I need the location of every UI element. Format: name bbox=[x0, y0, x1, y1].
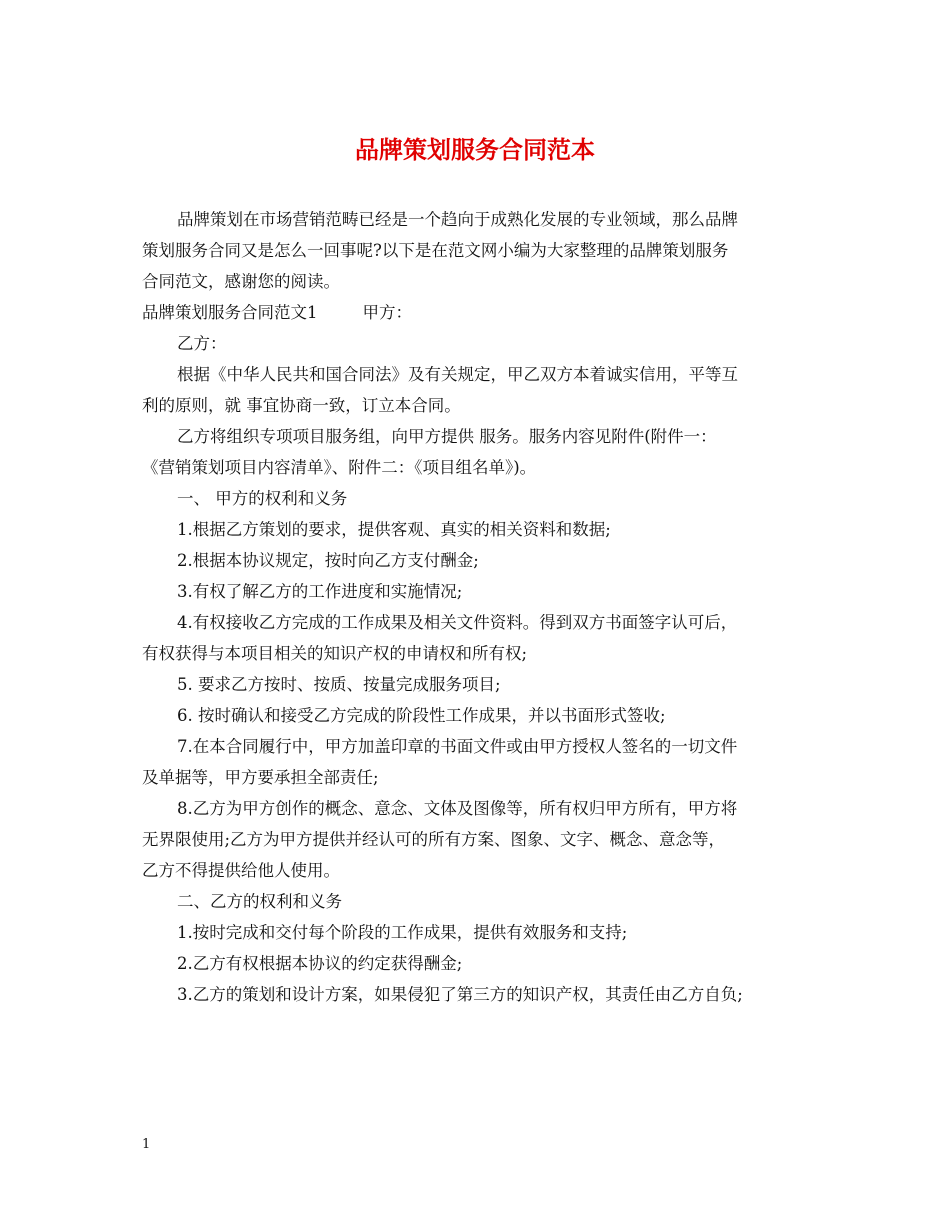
clause-line: 有权获得与本项目相关的知识产权的申请权和所有权; bbox=[142, 644, 528, 663]
party-b-label: 乙方： bbox=[177, 334, 227, 353]
clause-line: 6. 按时确认和接受乙方完成的阶段性工作成果，并以书面形式签收; bbox=[177, 706, 666, 725]
clause-line: 1.根据乙方策划的要求，提供客观、真实的相关资料和数据; bbox=[177, 520, 611, 539]
party-a-label: 甲方： bbox=[362, 303, 412, 322]
contract-heading-line bbox=[142, 297, 812, 328]
paragraph-line: 合同范文，感谢您的阅读。 bbox=[142, 272, 340, 291]
contract-heading: 品牌策划服务合同范文1 bbox=[142, 303, 318, 322]
paragraph-line: 利的原则，就 事宜协商一致，订立本合同。 bbox=[142, 396, 461, 415]
clause-line: 2.根据本协议规定，按时向乙方支付酬金; bbox=[177, 551, 479, 570]
page-number: 1 bbox=[142, 1137, 151, 1152]
section-heading: 一、 甲方的权利和义务 bbox=[177, 489, 348, 508]
clause-line: 2.乙方有权根据本协议的约定获得酬金; bbox=[177, 954, 463, 973]
clause-line: 无界限使用;乙方为甲方提供并经认可的所有方案、图象、文字、概念、意念等， bbox=[142, 830, 726, 849]
clause-line: 乙方不得提供给他人使用。 bbox=[142, 861, 340, 880]
clause-line: 8.乙方为甲方创作的概念、意念、文体及图像等，所有权归甲方所有，甲方将 bbox=[177, 799, 738, 818]
clause-line: 1.按时完成和交付每个阶段的工作成果，提供有效服务和支持; bbox=[177, 923, 628, 942]
clause-line: 3.乙方的策划和设计方案，如果侵犯了第三方的知识产权，其责任由乙方自负; bbox=[177, 985, 743, 1004]
clause-line: 及单据等，甲方要承担全部责任; bbox=[142, 768, 379, 787]
clause-line: 4.有权接收乙方完成的工作成果及相关文件资料。得到双方书面签字认可后， bbox=[177, 613, 738, 632]
section-heading: 二、乙方的权利和义务 bbox=[177, 892, 342, 911]
paragraph-line: 策划服务合同又是怎么一回事呢?以下是在范文网小编为大家整理的品牌策划服务 bbox=[142, 241, 729, 260]
document-title: 品牌策划服务合同范本 bbox=[355, 135, 595, 164]
paragraph-line: 《营销策划项目内容清单》、附件二：《项目组名单》)。 bbox=[142, 458, 537, 477]
document-body bbox=[142, 204, 812, 1010]
clause-line: 5. 要求乙方按时、按质、按量完成服务项目; bbox=[177, 675, 501, 694]
paragraph-line: 品牌策划在市场营销范畴已经是一个趋向于成熟化发展的专业领域，那么品牌 bbox=[177, 210, 738, 229]
paragraph-line: 乙方将组织专项项目服务组，向甲方提供 服务。服务内容见附件(附件一： bbox=[177, 427, 717, 446]
clause-line: 7.在本合同履行中，甲方加盖印章的书面文件或由甲方授权人签名的一切文件 bbox=[177, 737, 738, 756]
paragraph-line: 根据《中华人民共和国合同法》及有关规定，甲乙双方本着诚实信用，平等互 bbox=[177, 365, 738, 384]
clause-line: 3.有权了解乙方的工作进度和实施情况; bbox=[177, 582, 463, 601]
